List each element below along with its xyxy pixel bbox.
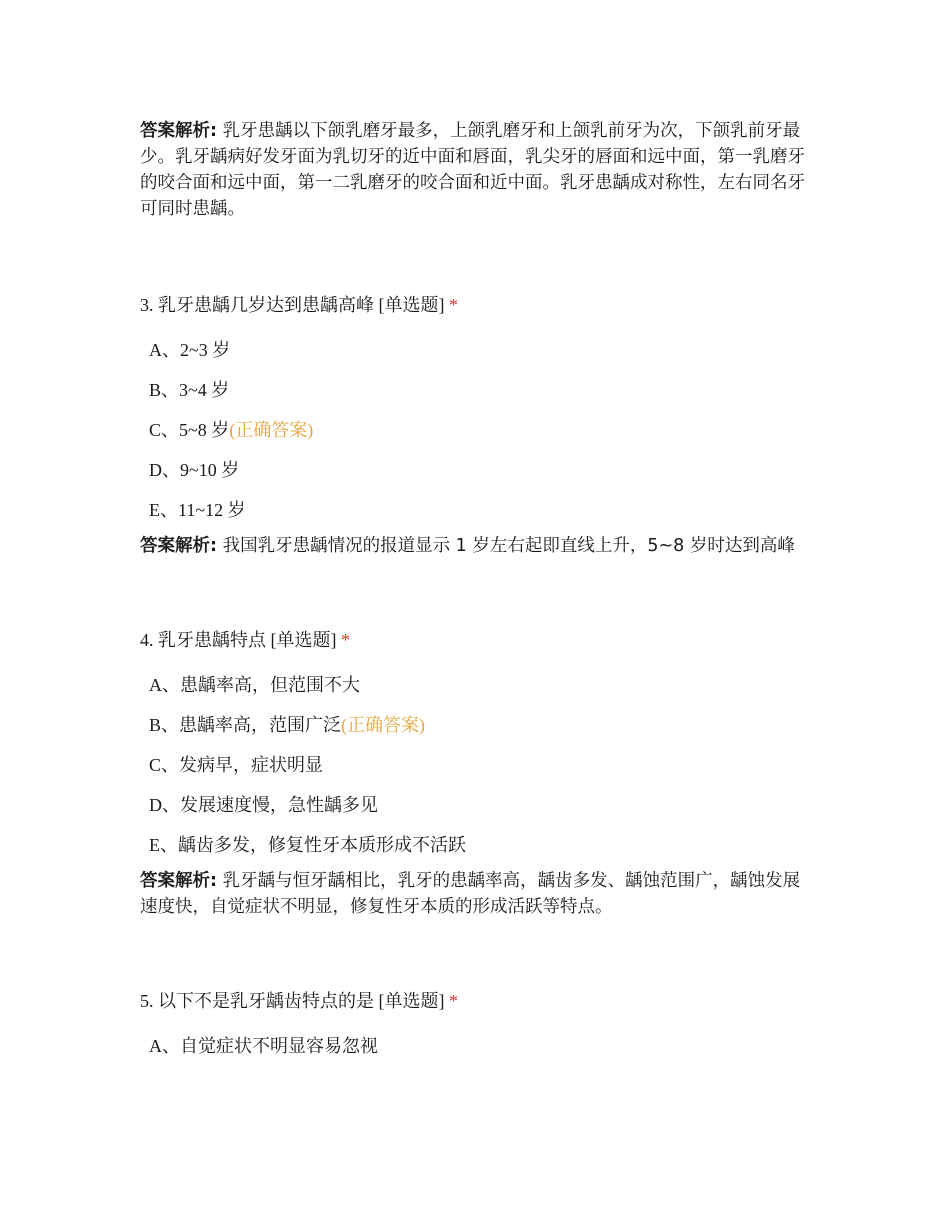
option-a: [149, 337, 815, 363]
question-5: [140, 988, 815, 1059]
question-3: [140, 292, 815, 559]
question-4: [140, 627, 815, 920]
analysis-label: 答案解析:: [140, 536, 217, 556]
analysis-q2: [140, 118, 815, 222]
correct-answer-tag: (正确答案): [229, 420, 314, 440]
option-text: E、11~12 岁: [149, 500, 246, 520]
option-text: A、2~3 岁: [149, 340, 231, 360]
document-page: [140, 118, 815, 1073]
option-b: [149, 377, 815, 403]
option-text: B、患龋率高，范围广泛: [149, 715, 342, 735]
option-text: A、自觉症状不明显容易忽视: [149, 1036, 378, 1056]
option-d: [149, 457, 815, 483]
option-text: C、发病早，症状明显: [149, 755, 324, 775]
correct-answer-tag: (正确答案): [341, 715, 426, 735]
option-text: C、5~8 岁: [149, 420, 230, 440]
analysis-label: 答案解析:: [140, 871, 217, 891]
option-c: [149, 417, 815, 443]
required-star: *: [449, 295, 458, 315]
analysis-text: 我国乳牙患龋情况的报道显示 1 岁左右起即直线上升，5~8 岁时达到高峰: [222, 536, 795, 556]
question-title-text: 4. 乳牙患龋特点 [单选题]: [140, 630, 341, 650]
option-text: A、患龋率高，但范围不大: [149, 675, 360, 695]
options-list: [140, 672, 815, 858]
analysis-text: 乳牙患龋以下颌乳磨牙最多，上颌乳磨牙和上颌乳前牙为次，下颌乳前牙最少。乳牙龋病好发牙面为乳切牙的近中面和唇面，乳尖牙的唇面和远中面，第一乳磨牙的咬合面和远中面，第一二乳磨牙的咬合面和近中面。乳牙患龋成对称性，左右同名牙可同时患龋。: [140, 121, 805, 219]
question-title: [140, 988, 815, 1014]
option-a: [149, 672, 815, 698]
option-text: D、发展速度慢，急性龋多见: [149, 795, 378, 815]
analysis-text: 乳牙龋与恒牙龋相比，乳牙的患龋率高，龋齿多发、龋蚀范围广，龋蚀发展速度快，自觉症状不明显，修复性牙本质的形成活跃等特点。: [140, 871, 801, 917]
question-title: [140, 627, 815, 653]
option-text: E、龋齿多发，修复性牙本质形成不活跃: [149, 835, 466, 855]
option-e: [149, 832, 815, 858]
question-title-text: 3. 乳牙患龋几岁达到患龋高峰 [单选题]: [140, 295, 449, 315]
required-star: *: [449, 991, 458, 1011]
option-e: [149, 497, 815, 523]
options-list: [140, 1033, 815, 1059]
option-b: [149, 712, 815, 738]
required-star: *: [341, 630, 350, 650]
option-a: [149, 1033, 815, 1059]
option-d: [149, 792, 815, 818]
question-title-text: 5. 以下不是乳牙龋齿特点的是 [单选题]: [140, 991, 449, 1011]
analysis-q4: [140, 868, 815, 920]
option-c: [149, 752, 815, 778]
analysis-label: 答案解析:: [140, 121, 217, 141]
options-list: [140, 337, 815, 523]
question-title: [140, 292, 815, 318]
option-text: D、9~10 岁: [149, 460, 240, 480]
option-text: B、3~4 岁: [149, 380, 230, 400]
analysis-q3: [140, 533, 815, 559]
